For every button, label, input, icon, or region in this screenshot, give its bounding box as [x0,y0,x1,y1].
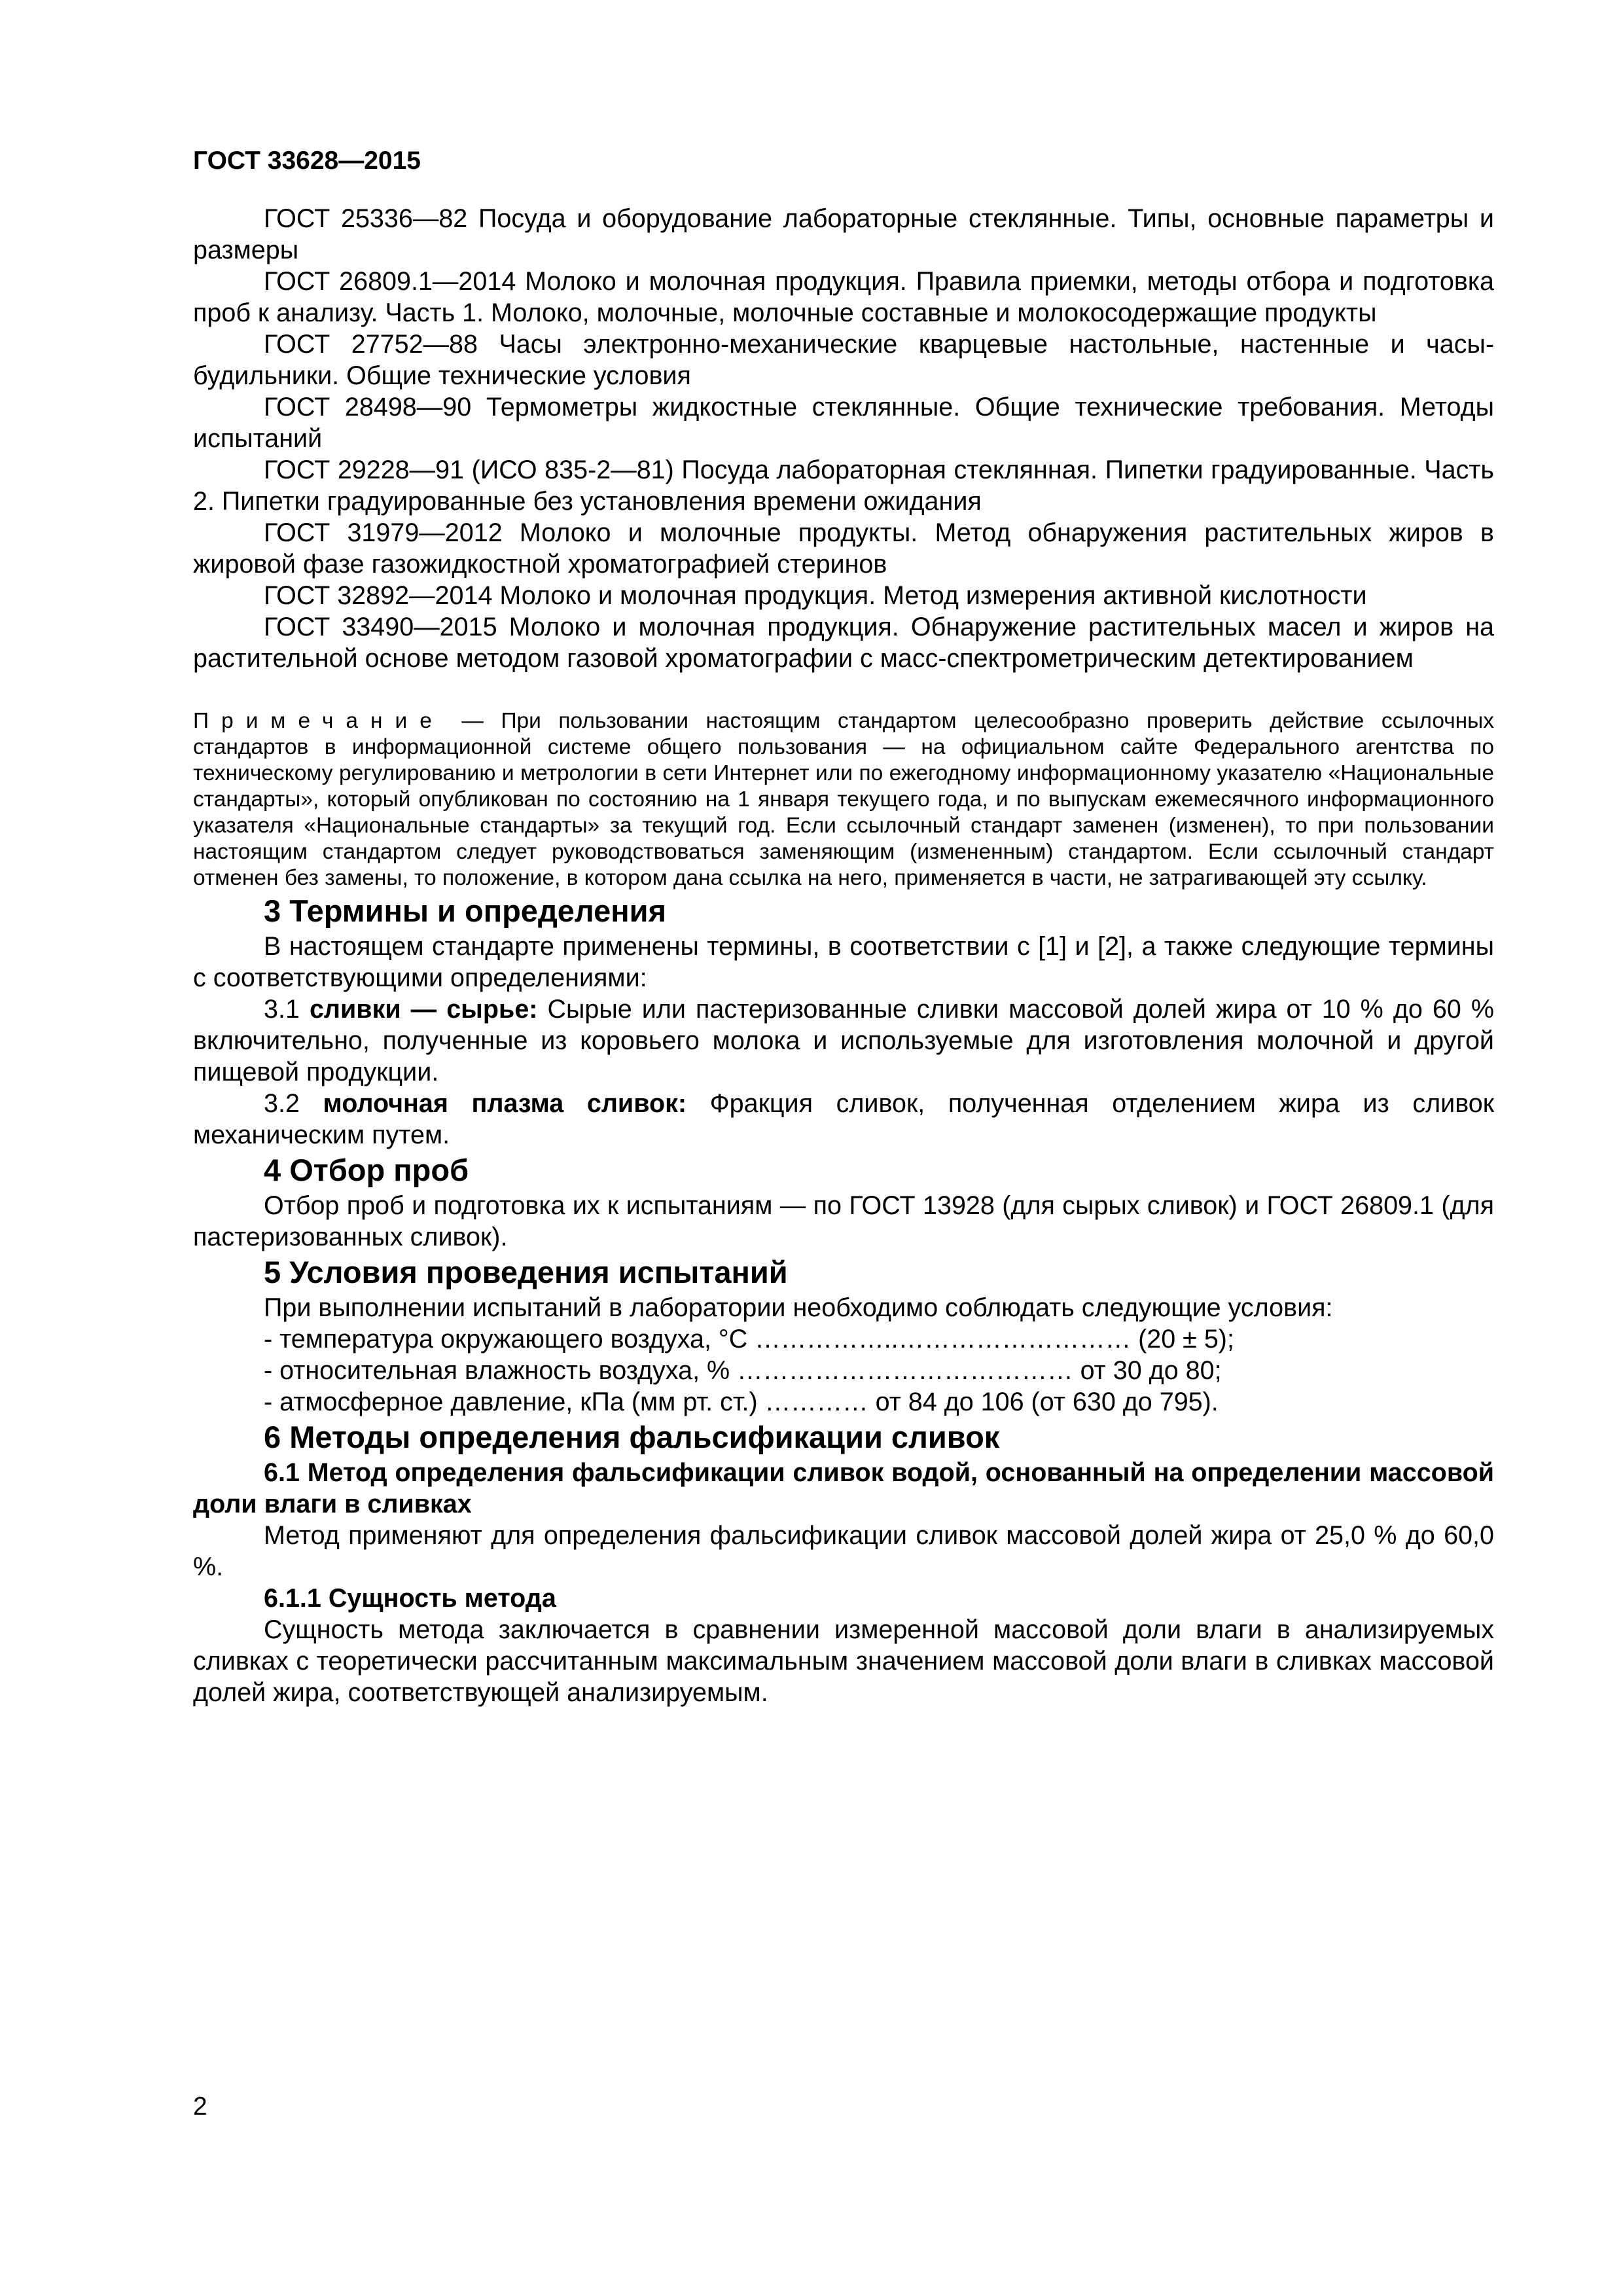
section-5-intro: При выполнении испытаний в лаборатории необходимо соблюдать следующие условия: [264,1293,1333,1322]
page-number: 2 [193,2092,207,2121]
term-number: 3.1 [264,995,310,1024]
section-3-intro: В настоящем стандарте применены термины, в соответствии с [1] и [2], а также следующие термины с соответствующими определениями: [193,932,1494,992]
section-4-text: Отбор проб и подготовка их к испытаниям — по ГОСТ 13928 (для сырых сливок) и ГОСТ 26809.1 (для пастеризованных сливок). [193,1191,1494,1251]
document-page [193,144,1494,1708]
reference-item: ГОСТ 27752—88 Часы электронно-механические кварцевые настольные, настенные и часы-будильники. Общие технические условия [193,330,1494,390]
section-4-body [193,1190,1494,1253]
section-4-title: 4 Отбор проб [264,1153,469,1187]
subsection-6-1-1-title: 6.1.1 Сущность метода [264,1584,556,1613]
note-text: — При пользовании настоящим стандартом целесообразно проверить действие ссылочных стандартов в информационной системе общего пользования — на официальном сайте Федерального агентства по техническому регулированию и метрологии в сети Интернет или по ежегодному информационному указателю «Национальные стандарты», который опубликован по состоянию на 1 января текущего года, и по выпускам ежемесячного информационного указателя «Национальные стандарты» за текущий год. Если ссылочный стандарт заменен (изменен), то при пользовании настоящим стандартом следует руководствоваться заменяющим (измененным) стандартом. Если ссылочный стандарт отменен без замены, то положение, в котором дана ссылка на него, применяется в части, не затрагивающей эту ссылку. [193,709,1494,890]
reference-item: ГОСТ 29228—91 (ИСО 835-2—81) Посуда лабораторная стеклянная. Пипетки градуированные. Часть 2. Пипетки градуированные без установления времени ожидания [193,456,1494,516]
condition-humidity: - относительная влажность воздуха, % ………………………………… от 30 до 80; [264,1356,1222,1385]
subsection-6-1-title: 6.1 Метод определения фальсификации сливок водой, основанный на определении массовой доли влаги в сливках [193,1458,1494,1518]
note-lead: Примечание [193,709,444,733]
section-5-body [193,1292,1494,1418]
reference-item: ГОСТ 32892—2014 Молоко и молочная продукция. Метод измерения активной кислотности [264,581,1367,610]
term-definition: Фракция сливок, полученная отделением жира из сливок механическим путем. [193,1089,1494,1149]
reference-item: ГОСТ 28498—90 Термометры жидкостные стеклянные. Общие технические требования. Методы испытаний [193,393,1494,453]
term-3-1 [193,994,1494,1088]
term-name: сливки — сырье: [309,995,538,1024]
reference-item: ГОСТ 33490—2015 Молоко и молочная продукция. Обнаружение растительных масел и жиров на растительной основе методом газовой хроматографии с масс-спектрометрическим детектированием [193,613,1494,673]
term-definition: Сырые или пастеризованные сливки массовой долей жира от 10 % до 60 % включительно, полученные из коровьего молока и используемые для изготовления молочной и другой пищевой продукции. [193,995,1494,1086]
reference-item: ГОСТ 31979—2012 Молоко и молочные продукты. Метод обнаружения растительных жиров в жировой фазе газожидкостной хроматографией стеринов [193,518,1494,579]
condition-pressure: - атмосферное давление, кПа (мм рт. ст.) ………… от 84 до 106 (от 630 до 795). [264,1388,1219,1416]
term-number: 3.2 [264,1089,323,1118]
normative-references [193,203,1494,674]
section-5-title: 5 Условия проведения испытаний [264,1255,788,1289]
subsection-6-1-1-text: Сущность метода заключается в сравнении измеренной массовой доли влаги в анализируемых сливках с теоретически рассчитанным максимальным значением массовой доли влаги в сливках массовой долей жира, соответствующей анализируемым. [193,1615,1494,1707]
reference-item: ГОСТ 26809.1—2014 Молоко и молочная продукция. Правила приемки, методы отбора и подготовка проб к анализу. Часть 1. Молоко, молочные, молочные составные и молокосодержащие продукты [193,267,1494,327]
document-header: ГОСТ 33628—2015 [193,147,421,175]
section-3-body [193,931,1494,1151]
subsection-6-1-text: Метод применяют для определения фальсификации сливок массовой долей жира от 25,0 % до 60,0 %. [193,1521,1494,1581]
term-3-2 [193,1088,1494,1151]
condition-temperature: - температура окружающего воздуха, °С ……………..……………………… (20 ± 5); [264,1325,1234,1354]
reference-note [193,708,1494,891]
reference-item: ГОСТ 25336—82 Посуда и оборудование лабораторные стеклянные. Типы, основные параметры и размеры [193,204,1494,264]
section-6-title: 6 Методы определения фальсификации сливок [264,1420,1000,1454]
section-6-body [193,1457,1494,1708]
section-3-title: 3 Термины и определения [264,893,666,928]
term-name: молочная плазма сливок: [323,1089,687,1118]
